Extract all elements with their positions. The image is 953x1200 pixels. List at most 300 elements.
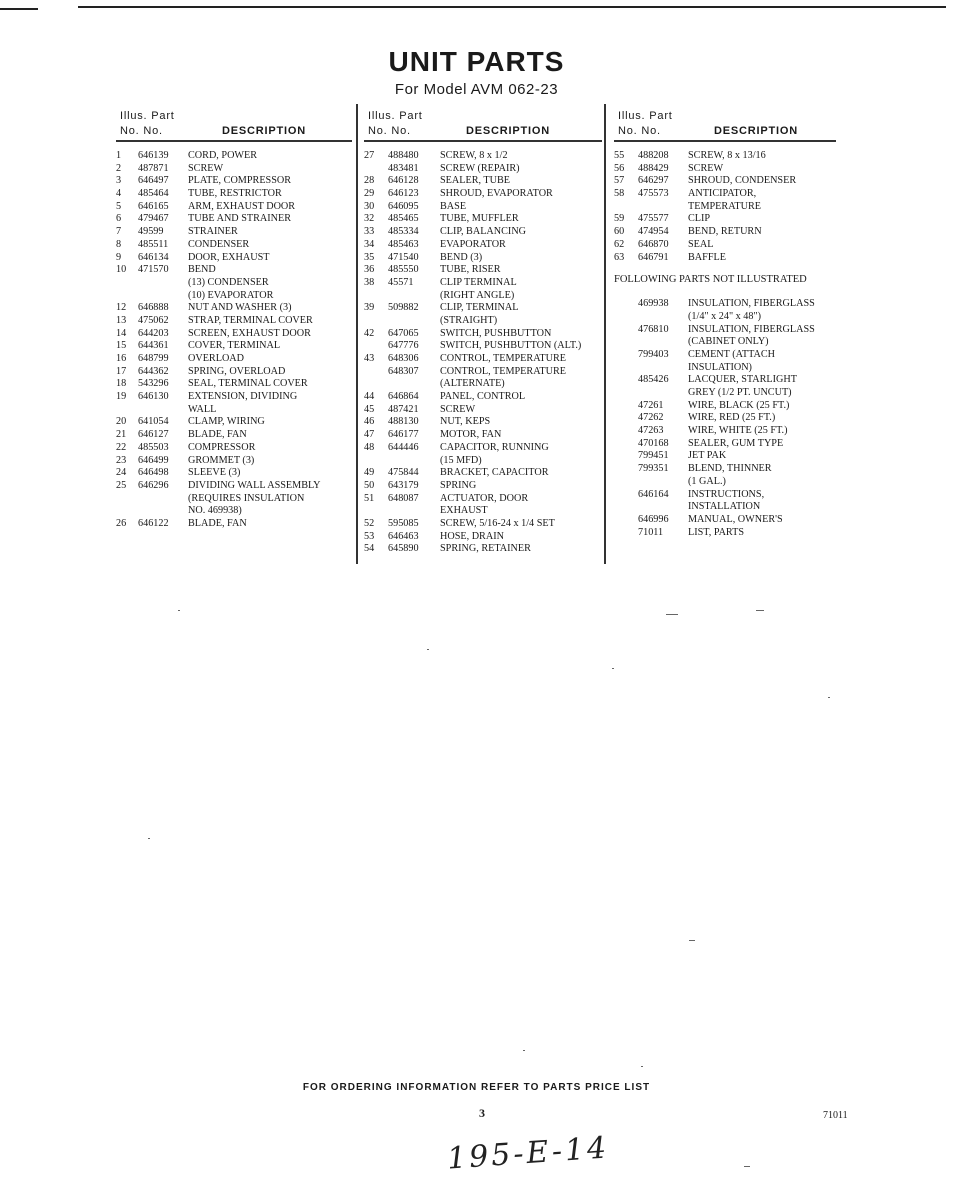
list-item bbox=[614, 501, 836, 514]
part-number: 648799 bbox=[138, 353, 169, 364]
part-number: 646134 bbox=[138, 251, 169, 263]
part-number: 474954 bbox=[638, 226, 669, 238]
column-divider-1 bbox=[356, 104, 358, 564]
list-item bbox=[364, 290, 602, 303]
list-item bbox=[614, 324, 836, 337]
part-number: 644362 bbox=[138, 365, 169, 377]
list-item bbox=[364, 543, 602, 556]
part-description: (ALTERNATE) bbox=[440, 378, 505, 390]
list-item bbox=[614, 188, 836, 201]
illus-number: 60 bbox=[614, 226, 625, 238]
part-description: ANTICIPATOR, bbox=[688, 188, 757, 200]
part-number: 487871 bbox=[138, 162, 169, 174]
column-header bbox=[116, 108, 352, 140]
part-description: DIVIDING WALL ASSEMBLY bbox=[188, 479, 321, 491]
part-description: CLAMP, WIRING bbox=[188, 416, 265, 428]
part-number: 646165 bbox=[138, 200, 169, 212]
part-description: BRACKET, CAPACITOR bbox=[440, 467, 549, 479]
part-description: BEND, RETURN bbox=[688, 226, 762, 238]
part-number: 645890 bbox=[388, 543, 419, 555]
part-number: 475062 bbox=[138, 314, 169, 326]
part-number: 543296 bbox=[138, 378, 169, 390]
part-number: 646095 bbox=[388, 200, 419, 212]
list-item bbox=[116, 480, 352, 493]
illus-number: 44 bbox=[364, 391, 375, 403]
part-description: LACQUER, STARLIGHT bbox=[688, 374, 797, 386]
illus-number: 3 bbox=[116, 175, 122, 187]
top-rule-left bbox=[0, 8, 38, 10]
part-description: GROMMET (3) bbox=[188, 454, 255, 466]
part-description: (1/4" x 24" x 48") bbox=[688, 310, 762, 322]
list-item bbox=[116, 505, 352, 518]
part-number: 469938 bbox=[638, 298, 669, 310]
column-header bbox=[614, 108, 836, 140]
list-item bbox=[364, 264, 602, 277]
list-item bbox=[364, 315, 602, 328]
part-description: STRAINER bbox=[188, 226, 238, 238]
list-item bbox=[614, 252, 836, 265]
part-description: SHROUD, EVAPORATOR bbox=[440, 188, 553, 200]
list-item bbox=[614, 362, 836, 375]
illus-number: 49 bbox=[364, 467, 375, 479]
part-number: 646499 bbox=[138, 454, 169, 466]
part-description: SCREW bbox=[440, 403, 476, 415]
illus-number: 14 bbox=[116, 327, 127, 339]
list-item bbox=[364, 518, 602, 531]
list-item bbox=[614, 374, 836, 387]
list-item bbox=[614, 150, 836, 163]
part-description: INSULATION) bbox=[688, 361, 752, 373]
part-description: SPRING bbox=[440, 479, 477, 491]
illus-number: 38 bbox=[364, 276, 375, 288]
list-item bbox=[116, 150, 352, 163]
part-description: MOTOR, FAN bbox=[440, 429, 502, 441]
list-item bbox=[364, 455, 602, 468]
list-item bbox=[364, 366, 602, 379]
part-description: BAFFLE bbox=[688, 251, 726, 263]
scan-speck bbox=[756, 610, 764, 611]
illus-number: 23 bbox=[116, 454, 127, 466]
illus-number: 8 bbox=[116, 238, 122, 250]
list-item bbox=[614, 298, 836, 311]
part-number: 479467 bbox=[138, 213, 169, 225]
part-number: 471540 bbox=[388, 251, 419, 263]
list-item bbox=[364, 163, 602, 176]
part-description: WALL bbox=[188, 403, 217, 415]
list-item bbox=[614, 175, 836, 188]
list-item bbox=[364, 328, 602, 341]
list-item bbox=[364, 480, 602, 493]
part-description: BLADE, FAN bbox=[188, 517, 247, 529]
parts-list bbox=[116, 150, 352, 531]
list-item bbox=[116, 163, 352, 176]
list-item bbox=[614, 438, 836, 451]
illus-number: 26 bbox=[116, 517, 127, 529]
header-rule bbox=[116, 140, 352, 142]
part-description: SWITCH, PUSHBUTTON (ALT.) bbox=[440, 340, 582, 352]
list-item bbox=[116, 277, 352, 290]
list-item bbox=[614, 463, 836, 476]
illus-number: 35 bbox=[364, 251, 375, 263]
part-description: CEMENT (ATTACH bbox=[688, 348, 775, 360]
part-number: 470168 bbox=[638, 437, 669, 449]
part-description: CLIP TERMINAL bbox=[440, 276, 517, 288]
top-rule-right bbox=[78, 6, 946, 8]
list-item bbox=[364, 531, 602, 544]
part-description: SPRING, RETAINER bbox=[440, 543, 531, 555]
part-number: 475573 bbox=[638, 188, 669, 200]
part-number: 648306 bbox=[388, 353, 419, 364]
part-description: TUBE AND STRAINER bbox=[188, 213, 292, 225]
part-description: BLEND, THINNER bbox=[688, 463, 772, 475]
parts-list bbox=[614, 150, 836, 264]
page-title: UNIT PARTS bbox=[388, 46, 565, 77]
part-description: (CABINET ONLY) bbox=[688, 336, 769, 348]
part-description: SCREW bbox=[688, 162, 724, 174]
part-number: 485503 bbox=[138, 441, 169, 453]
part-number: 646177 bbox=[388, 429, 419, 441]
part-description: SPRING, OVERLOAD bbox=[188, 365, 286, 377]
part-description: MANUAL, OWNER'S bbox=[688, 513, 783, 525]
part-description: INSULATION, FIBERGLASS bbox=[688, 323, 815, 335]
part-description: JET PAK bbox=[688, 450, 727, 462]
illus-number: 47 bbox=[364, 429, 375, 441]
part-number: 646463 bbox=[388, 530, 419, 542]
part-number: 483481 bbox=[388, 162, 419, 174]
list-item bbox=[116, 493, 352, 506]
handwritten-note: 195-E-14 bbox=[445, 1130, 611, 1177]
part-description: WIRE, BLACK (25 FT.) bbox=[688, 399, 790, 411]
list-item bbox=[116, 201, 352, 214]
part-number: 646139 bbox=[138, 150, 169, 161]
part-number: 646122 bbox=[138, 517, 169, 529]
list-item bbox=[614, 476, 836, 489]
part-number: 485465 bbox=[388, 213, 419, 225]
illus-number: 27 bbox=[364, 150, 375, 161]
part-description: SEALER, TUBE bbox=[440, 175, 510, 187]
illus-number: 63 bbox=[614, 251, 625, 263]
illus-number: 4 bbox=[116, 188, 122, 200]
illus-number: 30 bbox=[364, 200, 375, 212]
illus-number: 45 bbox=[364, 403, 375, 415]
part-number: 643179 bbox=[388, 479, 419, 491]
part-number: 647065 bbox=[388, 327, 419, 339]
part-number: 646791 bbox=[638, 251, 669, 263]
part-number: 648307 bbox=[388, 365, 419, 377]
column-header bbox=[364, 108, 602, 140]
list-item bbox=[116, 226, 352, 239]
list-item bbox=[116, 416, 352, 429]
parts-column-2 bbox=[364, 108, 602, 556]
illus-number: 17 bbox=[116, 365, 127, 377]
part-description: BEND bbox=[188, 264, 216, 276]
scan-speck bbox=[612, 668, 614, 669]
illus-number: 6 bbox=[116, 213, 122, 225]
illus-number: 43 bbox=[364, 353, 375, 364]
part-number: 648087 bbox=[388, 492, 419, 504]
part-number: 646996 bbox=[638, 513, 669, 525]
list-item bbox=[116, 366, 352, 379]
list-item bbox=[116, 353, 352, 366]
list-item bbox=[364, 429, 602, 442]
part-number: 47262 bbox=[638, 412, 664, 424]
illus-number: 53 bbox=[364, 530, 375, 542]
illus-number: 25 bbox=[116, 479, 127, 491]
list-item bbox=[364, 226, 602, 239]
part-description: (13) CONDENSER bbox=[188, 276, 269, 288]
part-number: 646297 bbox=[638, 175, 669, 187]
illus-number: 39 bbox=[364, 302, 375, 314]
header-rule bbox=[364, 140, 602, 142]
part-description: WIRE, RED (25 FT.) bbox=[688, 412, 776, 424]
parts-list bbox=[364, 150, 602, 556]
part-description: WIRE, WHITE (25 FT.) bbox=[688, 425, 788, 437]
header-description: DESCRIPTION bbox=[466, 125, 550, 137]
list-item bbox=[614, 412, 836, 425]
list-item bbox=[614, 387, 836, 400]
list-item bbox=[116, 175, 352, 188]
part-description: SCREW, 8 x 1/2 bbox=[440, 150, 508, 161]
list-item bbox=[364, 340, 602, 353]
illus-number: 42 bbox=[364, 327, 375, 339]
list-item bbox=[614, 349, 836, 362]
scan-speck bbox=[828, 697, 830, 698]
part-number: 646296 bbox=[138, 479, 169, 491]
illus-number: 32 bbox=[364, 213, 375, 225]
part-description: SHROUD, CONDENSER bbox=[688, 175, 797, 187]
part-description: SCREW, 8 x 13/16 bbox=[688, 150, 766, 161]
list-item bbox=[364, 467, 602, 480]
illus-number: 15 bbox=[116, 340, 127, 352]
part-number: 476810 bbox=[638, 323, 669, 335]
list-item bbox=[116, 290, 352, 303]
part-description: SEAL, TERMINAL COVER bbox=[188, 378, 308, 390]
part-description: CLIP, TERMINAL bbox=[440, 302, 519, 314]
illus-number: 62 bbox=[614, 238, 625, 250]
part-description: TUBE, RISER bbox=[440, 264, 501, 276]
illus-number: 58 bbox=[614, 188, 625, 200]
part-number: 488429 bbox=[638, 162, 669, 174]
list-item bbox=[614, 311, 836, 324]
part-number: 47261 bbox=[638, 399, 664, 411]
part-description: TUBE, RESTRICTOR bbox=[188, 188, 282, 200]
scan-speck bbox=[744, 1166, 750, 1167]
part-number: 485334 bbox=[388, 226, 419, 238]
part-description: EXHAUST bbox=[440, 505, 488, 517]
document-code: 71011 bbox=[823, 1110, 848, 1121]
list-item bbox=[364, 442, 602, 455]
header-description: DESCRIPTION bbox=[714, 125, 798, 137]
list-item bbox=[116, 252, 352, 265]
part-description: BASE bbox=[440, 200, 467, 212]
part-description: COMPRESSOR bbox=[188, 441, 256, 453]
list-item bbox=[364, 493, 602, 506]
part-description: SCREW (REPAIR) bbox=[440, 162, 520, 174]
list-item bbox=[364, 404, 602, 417]
part-description: SWITCH, PUSHBUTTON bbox=[440, 327, 552, 339]
part-number: 49599 bbox=[138, 226, 164, 238]
list-item bbox=[614, 201, 836, 214]
ordering-note: FOR ORDERING INFORMATION REFER TO PARTS PRICE LIST bbox=[302, 1082, 651, 1093]
list-item bbox=[116, 264, 352, 277]
part-description: (10) EVAPORATOR bbox=[188, 289, 274, 301]
list-item bbox=[116, 302, 352, 315]
illus-number: 55 bbox=[614, 150, 625, 161]
illus-number: 36 bbox=[364, 264, 375, 276]
part-description: LIST, PARTS bbox=[688, 526, 744, 538]
part-number: 799351 bbox=[638, 463, 669, 475]
part-description: CORD, POWER bbox=[188, 150, 258, 161]
part-number: 71011 bbox=[638, 526, 664, 538]
part-number: 644203 bbox=[138, 327, 169, 339]
part-number: 475577 bbox=[638, 213, 669, 225]
part-description: COVER, TERMINAL bbox=[188, 340, 281, 352]
list-item bbox=[614, 336, 836, 349]
part-description: SCREW bbox=[188, 162, 224, 174]
part-number: 646164 bbox=[638, 488, 669, 500]
part-number: 646888 bbox=[138, 302, 169, 314]
part-description: CONDENSER bbox=[188, 238, 250, 250]
illus-number: 28 bbox=[364, 175, 375, 187]
part-description: (RIGHT ANGLE) bbox=[440, 289, 515, 301]
scan-speck bbox=[148, 838, 150, 839]
part-number: 485463 bbox=[388, 238, 419, 250]
illus-number: 48 bbox=[364, 441, 375, 453]
part-description: BEND (3) bbox=[440, 251, 483, 263]
list-item bbox=[116, 518, 352, 531]
part-description: SCREEN, EXHAUST DOOR bbox=[188, 327, 311, 339]
header-no-no: No. No. bbox=[368, 125, 411, 137]
illus-number: 46 bbox=[364, 416, 375, 428]
part-number: 471570 bbox=[138, 264, 169, 276]
header-rule bbox=[614, 140, 836, 142]
illus-number: 21 bbox=[116, 429, 127, 441]
part-number: 488480 bbox=[388, 150, 419, 161]
scan-speck bbox=[523, 1050, 525, 1051]
part-description: TUBE, MUFFLER bbox=[440, 213, 519, 225]
part-description: TEMPERATURE bbox=[688, 200, 762, 212]
scan-speck bbox=[427, 649, 429, 650]
part-number: 487421 bbox=[388, 403, 419, 415]
illus-number: 19 bbox=[116, 391, 127, 403]
list-item bbox=[116, 404, 352, 417]
scan-speck bbox=[666, 614, 678, 615]
part-description: NUT, KEPS bbox=[440, 416, 491, 428]
list-item bbox=[614, 489, 836, 502]
model-subtitle: For Model AVM 062-23 bbox=[394, 81, 559, 98]
part-description: CLIP bbox=[688, 213, 711, 225]
illus-number: 5 bbox=[116, 200, 122, 212]
not-illustrated-list bbox=[614, 298, 836, 539]
part-description: (15 MFD) bbox=[440, 454, 482, 466]
column-divider-2 bbox=[604, 104, 606, 564]
part-description: CAPACITOR, RUNNING bbox=[440, 441, 549, 453]
list-item bbox=[116, 239, 352, 252]
list-item bbox=[116, 213, 352, 226]
part-number: 646127 bbox=[138, 429, 169, 441]
illus-number: 29 bbox=[364, 188, 375, 200]
illus-number: 1 bbox=[116, 150, 122, 161]
part-number: 646498 bbox=[138, 467, 169, 479]
illus-number: 13 bbox=[116, 314, 127, 326]
part-description: INSTALLATION bbox=[688, 501, 761, 513]
part-number: 595085 bbox=[388, 517, 419, 529]
illus-number: 51 bbox=[364, 492, 375, 504]
illus-number: 12 bbox=[116, 302, 127, 314]
part-number: 799451 bbox=[638, 450, 669, 462]
part-number: 644446 bbox=[388, 441, 419, 453]
part-description: (STRAIGHT) bbox=[440, 314, 498, 326]
part-description: HOSE, DRAIN bbox=[440, 530, 504, 542]
list-item bbox=[364, 239, 602, 252]
list-item bbox=[116, 315, 352, 328]
parts-column-3 bbox=[614, 108, 836, 539]
part-number: 488208 bbox=[638, 150, 669, 161]
part-description: (1 GAL.) bbox=[688, 475, 726, 487]
illus-number: 22 bbox=[116, 441, 127, 453]
list-item bbox=[364, 378, 602, 391]
list-item bbox=[116, 467, 352, 480]
illus-number: 7 bbox=[116, 226, 122, 238]
part-number: 485426 bbox=[638, 374, 669, 386]
list-item bbox=[364, 416, 602, 429]
part-number: 45571 bbox=[388, 276, 414, 288]
list-item bbox=[116, 442, 352, 455]
list-item bbox=[364, 213, 602, 226]
not-illustrated-heading: FOLLOWING PARTS NOT ILLUSTRATED bbox=[614, 274, 807, 286]
illus-number: 59 bbox=[614, 213, 625, 225]
scan-speck bbox=[641, 1066, 643, 1067]
part-number: 485550 bbox=[388, 264, 419, 276]
illus-number: 54 bbox=[364, 543, 375, 555]
part-description: SCREW, 5/16-24 x 1/4 SET bbox=[440, 517, 555, 529]
illus-number: 16 bbox=[116, 353, 127, 364]
list-item bbox=[364, 277, 602, 290]
illus-number: 10 bbox=[116, 264, 127, 276]
illus-number: 56 bbox=[614, 162, 625, 174]
part-description: EXTENSION, DIVIDING bbox=[188, 391, 298, 403]
part-number: 646870 bbox=[638, 238, 669, 250]
part-number: 646128 bbox=[388, 175, 419, 187]
list-item bbox=[614, 450, 836, 463]
part-description: BLADE, FAN bbox=[188, 429, 247, 441]
list-item bbox=[116, 429, 352, 442]
part-number: 646130 bbox=[138, 391, 169, 403]
list-item bbox=[364, 302, 602, 315]
part-description: SLEEVE (3) bbox=[188, 467, 241, 479]
part-description: ACTUATOR, DOOR bbox=[440, 492, 529, 504]
part-number: 799403 bbox=[638, 348, 669, 360]
illus-number: 2 bbox=[116, 162, 122, 174]
scan-speck bbox=[178, 610, 180, 611]
list-item bbox=[614, 226, 836, 239]
header-illus-part: Illus. Part bbox=[618, 110, 673, 122]
part-description: CLIP, BALANCING bbox=[440, 226, 527, 238]
list-item bbox=[614, 239, 836, 252]
part-number: 47263 bbox=[638, 425, 664, 437]
part-number: 646864 bbox=[388, 391, 419, 403]
part-description: NUT AND WASHER (3) bbox=[188, 302, 292, 314]
part-description: PLATE, COMPRESSOR bbox=[188, 175, 292, 187]
part-description: SEAL bbox=[688, 238, 714, 250]
list-item bbox=[364, 252, 602, 265]
part-number: 475844 bbox=[388, 467, 419, 479]
part-description: CONTROL, TEMPERATURE bbox=[440, 365, 567, 377]
part-description: GREY (1/2 PT. UNCUT) bbox=[688, 387, 792, 398]
part-number: 488130 bbox=[388, 416, 419, 428]
illus-number: 20 bbox=[116, 416, 127, 428]
list-item bbox=[614, 425, 836, 438]
